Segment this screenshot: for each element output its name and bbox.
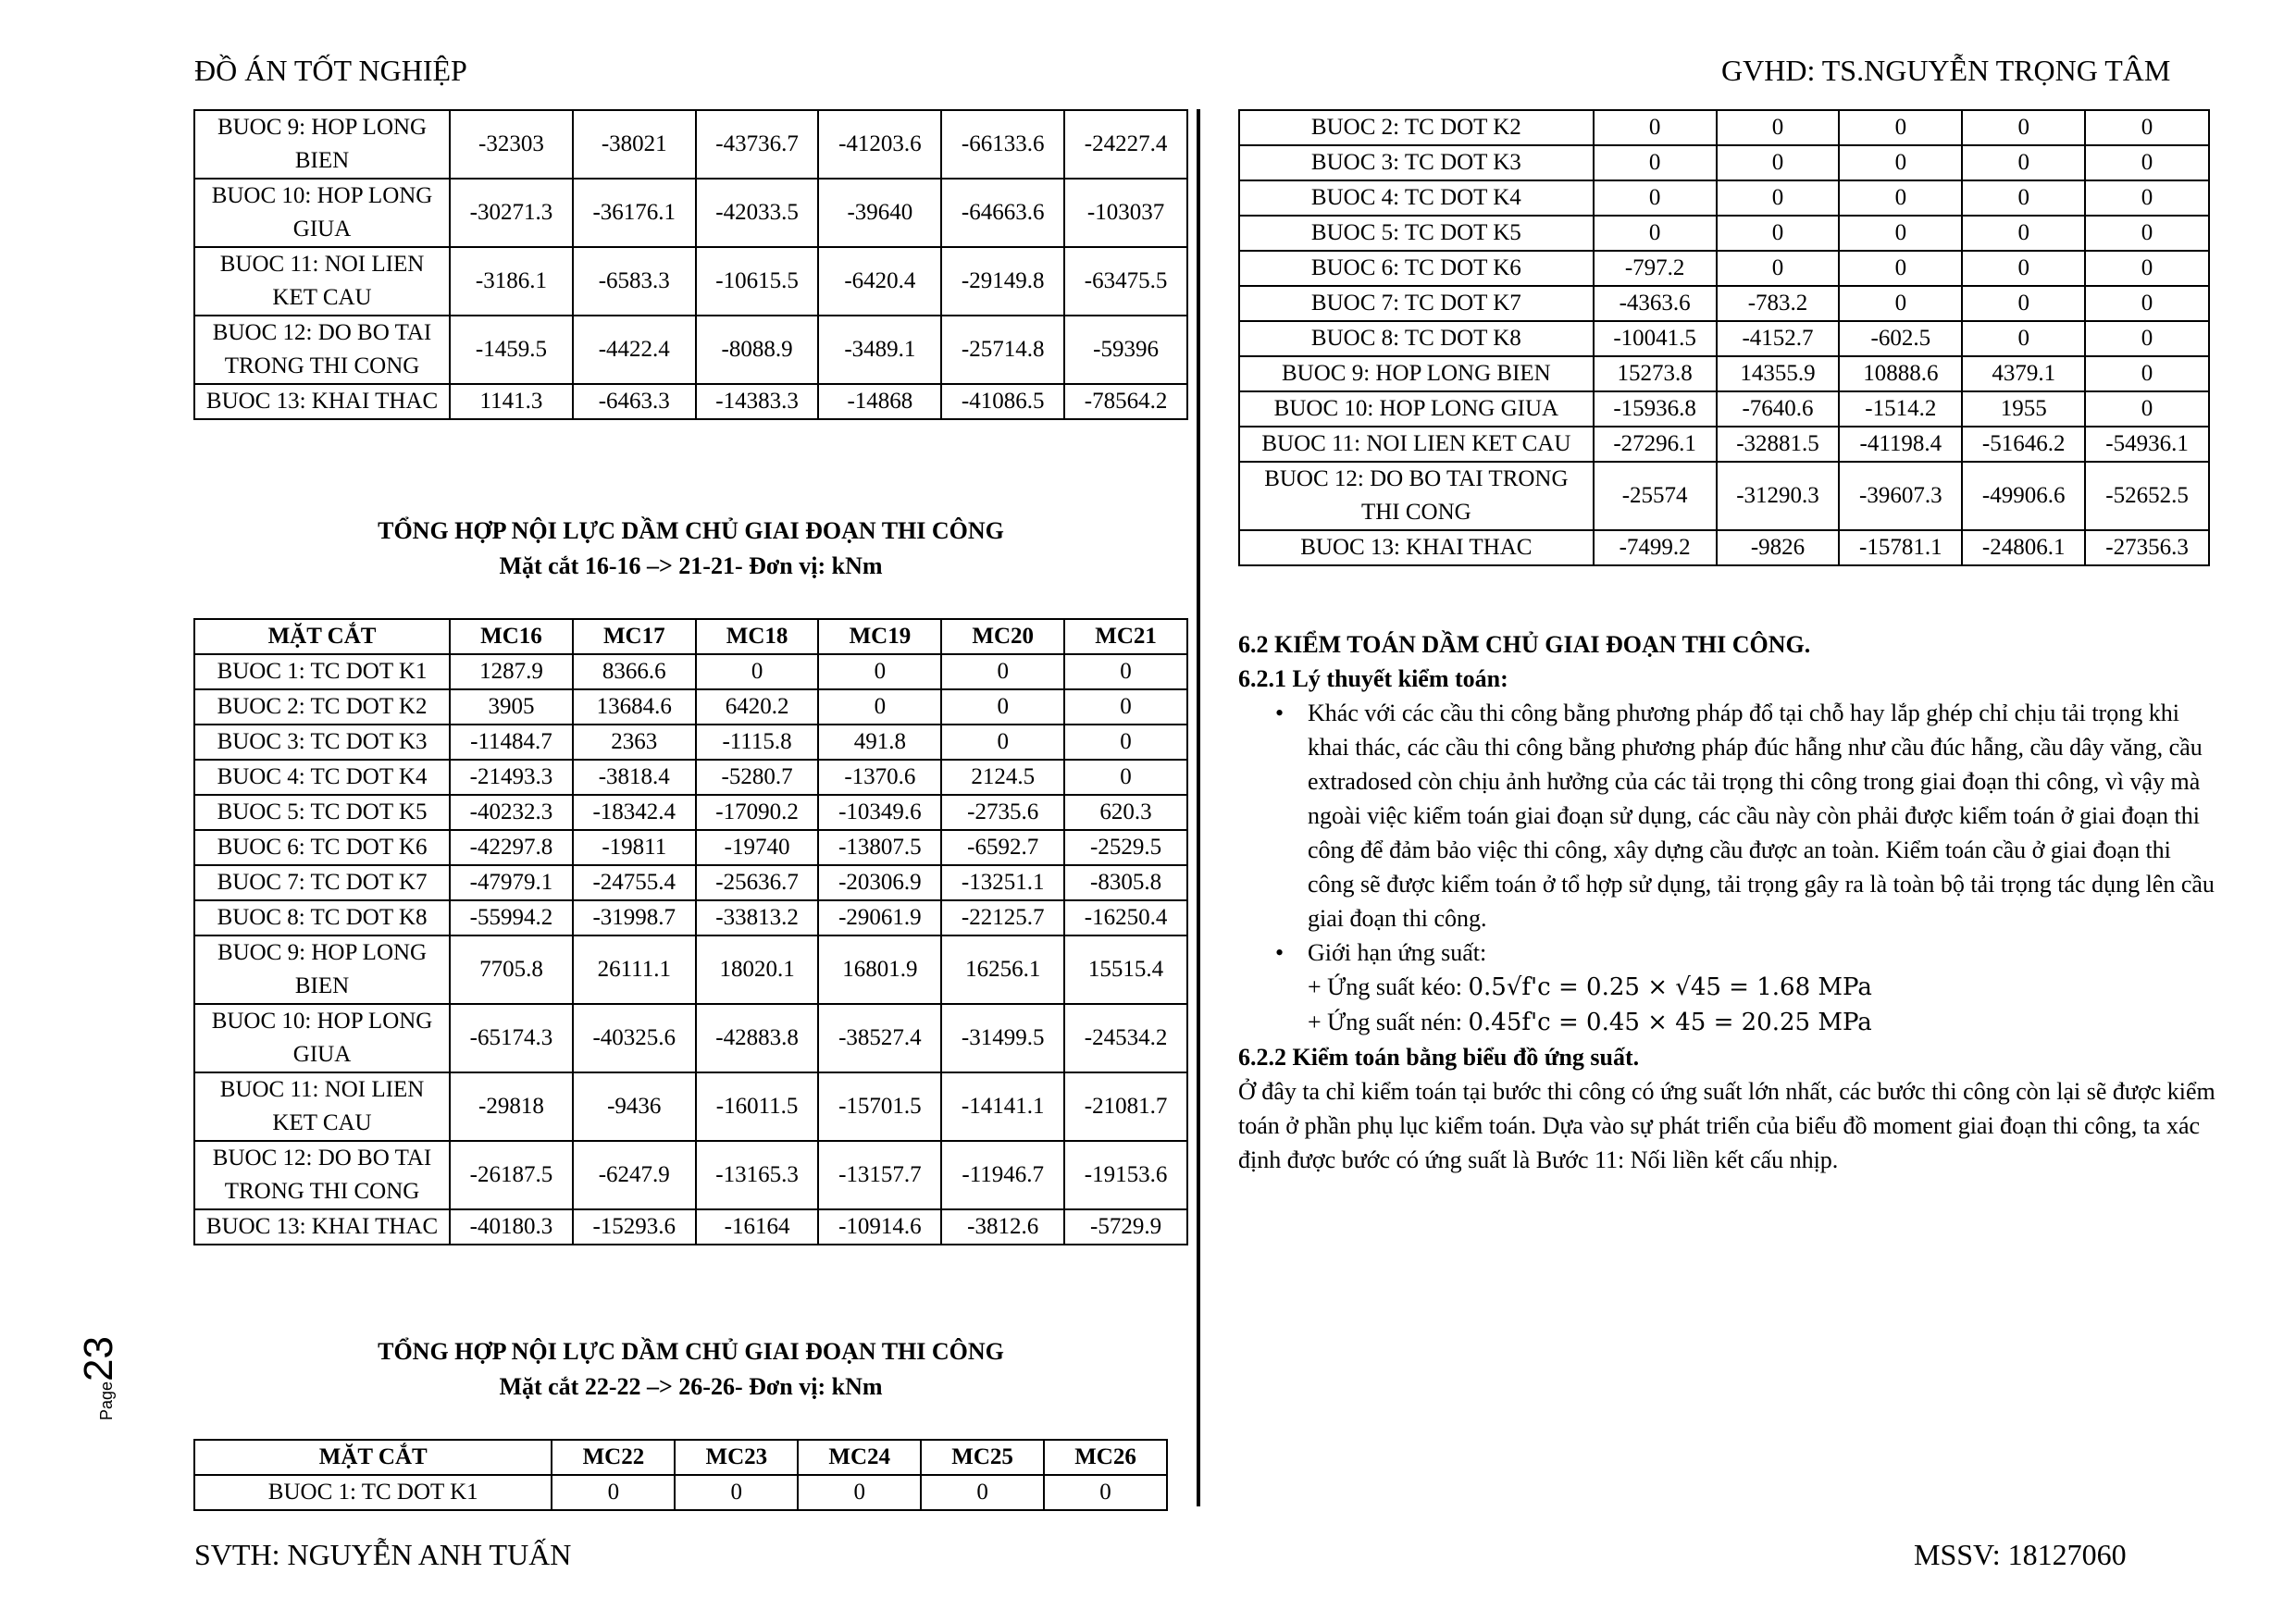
section-6-2 — [1238, 627, 2219, 1177]
row-label-cell: BUOC 10: HOP LONG GIUA — [194, 179, 450, 247]
bullet-icon: • — [1275, 700, 1285, 726]
value-cell: 0 — [1064, 725, 1187, 760]
value-cell: 0 — [1717, 110, 1840, 145]
value-cell: -42883.8 — [696, 1004, 819, 1072]
value-cell: -3186.1 — [450, 247, 573, 316]
row-label-cell: BUOC 3: TC DOT K3 — [1239, 145, 1594, 180]
value-cell: -33813.2 — [696, 900, 819, 935]
value-cell: 0 — [1839, 145, 1962, 180]
table-continued-left — [193, 109, 1188, 420]
value-cell: -41086.5 — [941, 384, 1064, 419]
subsection-6-2-2: 6.2.2 Kiểm toán bằng biểu đồ ứng suất. — [1238, 1044, 1640, 1071]
row-label-cell: BUOC 12: DO BO TAI TRONG THI CONG — [194, 1141, 450, 1209]
value-cell: -10615.5 — [696, 247, 819, 316]
row-label-cell: BUOC 10: HOP LONG GIUA — [194, 1004, 450, 1072]
value-cell: 1955 — [1962, 391, 2085, 427]
table-continued-right — [1238, 109, 2210, 566]
value-cell: 0 — [941, 725, 1064, 760]
table-row — [1239, 286, 2209, 321]
table-row — [194, 247, 1187, 316]
value-cell: 0 — [1717, 251, 1840, 286]
value-cell: -1115.8 — [696, 725, 819, 760]
value-cell: -63475.5 — [1064, 247, 1187, 316]
value-cell: -19153.6 — [1064, 1141, 1187, 1209]
value-cell: -2735.6 — [941, 795, 1064, 830]
table-row — [194, 384, 1187, 419]
row-label-cell: BUOC 12: DO BO TAI TRONG THI CONG — [1239, 462, 1594, 530]
row-label-cell: BUOC 13: KHAI THAC — [194, 1209, 450, 1245]
value-cell: -3489.1 — [818, 316, 941, 384]
value-cell: 1141.3 — [450, 384, 573, 419]
table-row — [194, 179, 1187, 247]
value-cell: -54936.1 — [2085, 427, 2209, 462]
value-cell: -29818 — [450, 1072, 573, 1141]
value-cell: -8088.9 — [696, 316, 819, 384]
value-cell: -6247.9 — [573, 1141, 696, 1209]
value-cell: 1287.9 — [450, 654, 573, 689]
bullet-text: Giới hạn ứng suất: — [1308, 939, 1487, 966]
row-label-cell: BUOC 8: TC DOT K8 — [194, 900, 450, 935]
value-cell: -31998.7 — [573, 900, 696, 935]
subsection-6-2-1: 6.2.1 Lý thuyết kiểm toán: — [1238, 665, 1508, 692]
value-cell: -10914.6 — [818, 1209, 941, 1245]
row-label-cell: BUOC 5: TC DOT K5 — [1239, 216, 1594, 251]
header-cell-mc: MC20 — [941, 619, 1064, 654]
value-cell: 16256.1 — [941, 935, 1064, 1004]
value-cell: -14868 — [818, 384, 941, 419]
header-cell-mc: MC24 — [798, 1440, 921, 1475]
value-cell: -51646.2 — [1962, 427, 2085, 462]
row-label-cell: BUOC 2: TC DOT K2 — [194, 689, 450, 725]
value-cell: -21081.7 — [1064, 1072, 1187, 1141]
value-cell: 0 — [1064, 689, 1187, 725]
value-cell: -24755.4 — [573, 865, 696, 900]
value-cell: -24534.2 — [1064, 1004, 1187, 1072]
value-cell: -4363.6 — [1594, 286, 1717, 321]
value-cell: 0 — [1839, 286, 1962, 321]
header-cell-mc: MC23 — [675, 1440, 798, 1475]
value-cell: -20306.9 — [818, 865, 941, 900]
value-cell: -15701.5 — [818, 1072, 941, 1141]
value-cell: 7705.8 — [450, 935, 573, 1004]
row-label-cell: BUOC 10: HOP LONG GIUA — [1239, 391, 1594, 427]
table-header-row — [194, 1440, 1167, 1475]
table-row — [1239, 180, 2209, 216]
value-cell: 2363 — [573, 725, 696, 760]
value-cell: -24806.1 — [1962, 530, 2085, 565]
value-cell: -1514.2 — [1839, 391, 1962, 427]
value-cell: 10888.6 — [1839, 356, 1962, 391]
table-row — [1239, 321, 2209, 356]
value-cell: -64663.6 — [941, 179, 1064, 247]
row-label-cell: BUOC 13: KHAI THAC — [194, 384, 450, 419]
table-row — [1239, 530, 2209, 565]
caption-title: TỔNG HỢP NỘI LỰC DẦM CHỦ GIAI ĐOẠN THI CÔNG — [378, 1338, 1004, 1365]
value-cell: 0 — [1962, 110, 2085, 145]
value-cell: 0 — [1839, 110, 1962, 145]
table-row — [194, 725, 1187, 760]
value-cell: 0 — [1962, 145, 2085, 180]
value-cell: 0 — [2085, 286, 2209, 321]
page-number — [76, 1336, 122, 1420]
value-cell: -4422.4 — [573, 316, 696, 384]
value-cell: -783.2 — [1717, 286, 1840, 321]
value-cell: -103037 — [1064, 179, 1187, 247]
value-cell: -29061.9 — [818, 900, 941, 935]
value-cell: -21493.3 — [450, 760, 573, 795]
table-row — [194, 1072, 1187, 1141]
table-mc16-mc21 — [193, 618, 1188, 1245]
table-caption-22-26 — [193, 1334, 1188, 1405]
page-label: Page — [97, 1381, 116, 1420]
header-cell-section: MẶT CẮT — [194, 1440, 552, 1475]
table-row — [194, 654, 1187, 689]
table-row — [194, 935, 1187, 1004]
value-cell: 0 — [1839, 180, 1962, 216]
value-cell: 13684.6 — [573, 689, 696, 725]
value-cell: -4152.7 — [1717, 321, 1840, 356]
section-paragraph: Ở đây ta chỉ kiểm toán tại bước thi công có ứng suất lớn nhất, các bước thi công còn lại sẽ được kiểm toán ở phần phụ lục kiểm toán. Dựa vào sự phát triển của biểu đồ moment giai đoạn thi công, ta xác định được bước có ứng suất là Bước 11: Nối liền kết cấu nhịp. — [1238, 1078, 2215, 1173]
value-cell: -15293.6 — [573, 1209, 696, 1245]
row-label-cell: BUOC 11: NOI LIEN KET CAU — [1239, 427, 1594, 462]
compression-formula: 0.45f'c = 0.45 × 45 = 20.25 MPa — [1468, 1009, 1872, 1036]
header-cell-mc: MC18 — [696, 619, 819, 654]
value-cell: 0 — [1594, 180, 1717, 216]
row-label-cell: BUOC 8: TC DOT K8 — [1239, 321, 1594, 356]
value-cell: -5729.9 — [1064, 1209, 1187, 1245]
tension-limit — [1238, 970, 2219, 1005]
row-label-cell: BUOC 9: HOP LONG BIEN — [1239, 356, 1594, 391]
value-cell: -15781.1 — [1839, 530, 1962, 565]
value-cell: -7640.6 — [1717, 391, 1840, 427]
table-row — [194, 1475, 1167, 1510]
row-label-cell: BUOC 7: TC DOT K7 — [194, 865, 450, 900]
value-cell: 0 — [941, 654, 1064, 689]
column-divider — [1197, 109, 1200, 1506]
value-cell: 620.3 — [1064, 795, 1187, 830]
compression-limit — [1238, 1005, 2219, 1040]
value-cell: -5280.7 — [696, 760, 819, 795]
value-cell: 0 — [1962, 180, 2085, 216]
value-cell: -31499.5 — [941, 1004, 1064, 1072]
value-cell: -47979.1 — [450, 865, 573, 900]
table-row — [194, 760, 1187, 795]
value-cell: -6592.7 — [941, 830, 1064, 865]
value-cell: 3905 — [450, 689, 573, 725]
value-cell: -19740 — [696, 830, 819, 865]
row-label-cell: BUOC 6: TC DOT K6 — [194, 830, 450, 865]
value-cell: -24227.4 — [1064, 110, 1187, 179]
value-cell: 0 — [1962, 286, 2085, 321]
value-cell: -39607.3 — [1839, 462, 1962, 530]
document-header-right: GVHD: TS.NGUYỄN TRỌNG TÂM — [1721, 54, 2171, 87]
table-row — [194, 110, 1187, 179]
value-cell: -11484.7 — [450, 725, 573, 760]
value-cell: 0 — [818, 654, 941, 689]
table-row — [1239, 251, 2209, 286]
table-row — [1239, 391, 2209, 427]
value-cell: -29149.8 — [941, 247, 1064, 316]
section-heading: 6.2 KIỂM TOÁN DẦM CHỦ GIAI ĐOẠN THI CÔNG. — [1238, 631, 1811, 658]
value-cell: -40325.6 — [573, 1004, 696, 1072]
value-cell: -797.2 — [1594, 251, 1717, 286]
value-cell: 0 — [2085, 321, 2209, 356]
value-cell: 0 — [2085, 110, 2209, 145]
value-cell: -32303 — [450, 110, 573, 179]
header-cell-mc: MC25 — [921, 1440, 1044, 1475]
value-cell: -2529.5 — [1064, 830, 1187, 865]
value-cell: -27296.1 — [1594, 427, 1717, 462]
value-cell: -13807.5 — [818, 830, 941, 865]
value-cell: 0 — [1839, 251, 1962, 286]
row-label-cell: BUOC 11: NOI LIEN KET CAU — [194, 1072, 450, 1141]
tension-formula: 0.5√f'c = 0.25 × √45 = 1.68 MPa — [1468, 973, 1872, 1001]
header-cell-mc: MC22 — [552, 1440, 675, 1475]
value-cell: 0 — [818, 689, 941, 725]
row-label-cell: BUOC 4: TC DOT K4 — [194, 760, 450, 795]
value-cell: 15273.8 — [1594, 356, 1717, 391]
row-label-cell: BUOC 11: NOI LIEN KET CAU — [194, 247, 450, 316]
value-cell: 0 — [1717, 216, 1840, 251]
value-cell: -10349.6 — [818, 795, 941, 830]
table-row — [194, 865, 1187, 900]
value-cell: -9826 — [1717, 530, 1840, 565]
table-row — [1239, 462, 2209, 530]
value-cell: -38021 — [573, 110, 696, 179]
value-cell: 0 — [1839, 216, 1962, 251]
table-row — [1239, 145, 2209, 180]
value-cell: -55994.2 — [450, 900, 573, 935]
value-cell: 0 — [1064, 654, 1187, 689]
value-cell: -17090.2 — [696, 795, 819, 830]
value-cell: 0 — [1594, 145, 1717, 180]
tension-label: + Ứng suất kéo: — [1308, 973, 1469, 1000]
document-header-left: ĐỒ ÁN TỐT NGHIỆP — [194, 54, 467, 87]
table-row — [1239, 110, 2209, 145]
row-label-cell: BUOC 3: TC DOT K3 — [194, 725, 450, 760]
row-label-cell: BUOC 5: TC DOT K5 — [194, 795, 450, 830]
value-cell: -25714.8 — [941, 316, 1064, 384]
value-cell: 0 — [2085, 145, 2209, 180]
value-cell: -6463.3 — [573, 384, 696, 419]
caption-subtitle: Mặt cắt 16-16 –> 21-21- Đơn vị: kNm — [499, 552, 883, 579]
row-label-cell: BUOC 12: DO BO TAI TRONG THI CONG — [194, 316, 450, 384]
bullet-icon: • — [1275, 939, 1285, 966]
value-cell: 0 — [921, 1475, 1044, 1510]
value-cell: -3812.6 — [941, 1209, 1064, 1245]
table-header-row — [194, 619, 1187, 654]
value-cell: 4379.1 — [1962, 356, 2085, 391]
value-cell: -8305.8 — [1064, 865, 1187, 900]
value-cell: -65174.3 — [450, 1004, 573, 1072]
table-row — [194, 795, 1187, 830]
value-cell: -3818.4 — [573, 760, 696, 795]
value-cell: -25574 — [1594, 462, 1717, 530]
value-cell: -39640 — [818, 179, 941, 247]
value-cell: -22125.7 — [941, 900, 1064, 935]
value-cell: 0 — [696, 654, 819, 689]
table-row — [194, 316, 1187, 384]
bullet-item — [1238, 696, 2219, 935]
value-cell: 15515.4 — [1064, 935, 1187, 1004]
value-cell: -19811 — [573, 830, 696, 865]
row-label-cell: BUOC 7: TC DOT K7 — [1239, 286, 1594, 321]
value-cell: -6420.4 — [818, 247, 941, 316]
row-label-cell: BUOC 4: TC DOT K4 — [1239, 180, 1594, 216]
value-cell: 0 — [1717, 180, 1840, 216]
value-cell: -16164 — [696, 1209, 819, 1245]
header-cell-mc: MC16 — [450, 619, 573, 654]
value-cell: -18342.4 — [573, 795, 696, 830]
value-cell: 0 — [2085, 356, 2209, 391]
footer-left: SVTH: NGUYỄN ANH TUẤN — [194, 1538, 572, 1571]
value-cell: 491.8 — [818, 725, 941, 760]
value-cell: 0 — [1962, 251, 2085, 286]
value-cell: -602.5 — [1839, 321, 1962, 356]
value-cell: -13165.3 — [696, 1141, 819, 1209]
value-cell: 0 — [798, 1475, 921, 1510]
value-cell: -16011.5 — [696, 1072, 819, 1141]
header-cell-mc: MC19 — [818, 619, 941, 654]
row-label-cell: BUOC 6: TC DOT K6 — [1239, 251, 1594, 286]
value-cell: 2124.5 — [941, 760, 1064, 795]
value-cell: -11946.7 — [941, 1141, 1064, 1209]
value-cell: 0 — [2085, 251, 2209, 286]
value-cell: 0 — [2085, 180, 2209, 216]
value-cell: -6583.3 — [573, 247, 696, 316]
bullet-item — [1238, 935, 2219, 970]
value-cell: 0 — [1064, 760, 1187, 795]
value-cell: 14355.9 — [1717, 356, 1840, 391]
value-cell: 0 — [2085, 391, 2209, 427]
caption-subtitle: Mặt cắt 22-22 –> 26-26- Đơn vị: kNm — [499, 1373, 883, 1400]
table-caption-16-21 — [193, 514, 1188, 584]
value-cell: -41203.6 — [818, 110, 941, 179]
value-cell: -7499.2 — [1594, 530, 1717, 565]
value-cell: 0 — [1717, 145, 1840, 180]
page-number-value: 23 — [76, 1336, 121, 1381]
value-cell: -78564.2 — [1064, 384, 1187, 419]
value-cell: -13157.7 — [818, 1141, 941, 1209]
value-cell: 0 — [1594, 110, 1717, 145]
table-row — [1239, 356, 2209, 391]
table-row — [194, 1141, 1187, 1209]
value-cell: 6420.2 — [696, 689, 819, 725]
compression-label: + Ứng suất nén: — [1308, 1009, 1469, 1035]
value-cell: -40180.3 — [450, 1209, 573, 1245]
row-label-cell: BUOC 9: HOP LONG BIEN — [194, 935, 450, 1004]
value-cell: -14383.3 — [696, 384, 819, 419]
value-cell: -25636.7 — [696, 865, 819, 900]
value-cell: -13251.1 — [941, 865, 1064, 900]
value-cell: -30271.3 — [450, 179, 573, 247]
table-row — [1239, 216, 2209, 251]
header-cell-mc: MC26 — [1044, 1440, 1167, 1475]
value-cell: 0 — [552, 1475, 675, 1510]
value-cell: -1370.6 — [818, 760, 941, 795]
value-cell: -15936.8 — [1594, 391, 1717, 427]
header-cell-section: MẶT CẮT — [194, 619, 450, 654]
value-cell: 8366.6 — [573, 654, 696, 689]
table-row — [194, 900, 1187, 935]
value-cell: 0 — [1962, 216, 2085, 251]
value-cell: -16250.4 — [1064, 900, 1187, 935]
value-cell: -38527.4 — [818, 1004, 941, 1072]
value-cell: 26111.1 — [573, 935, 696, 1004]
caption-title: TỔNG HỢP NỘI LỰC DẦM CHỦ GIAI ĐOẠN THI CÔNG — [378, 517, 1004, 544]
value-cell: -42033.5 — [696, 179, 819, 247]
value-cell: -59396 — [1064, 316, 1187, 384]
table-row — [194, 830, 1187, 865]
value-cell: 0 — [1594, 216, 1717, 251]
value-cell: -52652.5 — [2085, 462, 2209, 530]
row-label-cell: BUOC 9: HOP LONG BIEN — [194, 110, 450, 179]
value-cell: -36176.1 — [573, 179, 696, 247]
value-cell: 18020.1 — [696, 935, 819, 1004]
value-cell: -26187.5 — [450, 1141, 573, 1209]
value-cell: -40232.3 — [450, 795, 573, 830]
table-mc22-mc26 — [193, 1439, 1168, 1511]
table-row — [194, 1209, 1187, 1245]
footer-right: MSSV: 18127060 — [1914, 1538, 2127, 1571]
value-cell: -43736.7 — [696, 110, 819, 179]
table-row — [194, 689, 1187, 725]
value-cell: -42297.8 — [450, 830, 573, 865]
value-cell: -1459.5 — [450, 316, 573, 384]
header-cell-mc: MC21 — [1064, 619, 1187, 654]
value-cell: -49906.6 — [1962, 462, 2085, 530]
row-label-cell: BUOC 1: TC DOT K1 — [194, 1475, 552, 1510]
table-row — [194, 1004, 1187, 1072]
row-label-cell: BUOC 13: KHAI THAC — [1239, 530, 1594, 565]
value-cell: -31290.3 — [1717, 462, 1840, 530]
value-cell: 0 — [2085, 216, 2209, 251]
value-cell: 0 — [941, 689, 1064, 725]
value-cell: -10041.5 — [1594, 321, 1717, 356]
bullet-text: Khác với các cầu thi công bằng phương pháp đổ tại chỗ hay lắp ghép chỉ chịu tải trọng khi khai thác, các cầu thi công bằng phương pháp đúc hẫng như cầu đúc hẫng, cầu dây văng, cầu extradosed còn chịu ảnh hưởng của các tải trọng thi công trong giai đoạn thi công, vì vậy mà ngoài việc kiểm toán giai đoạn sử dụng, các cầu này còn phải được kiểm toán ở giai đoạn thi công để đảm bảo việc thi công, xây dựng cầu được an toàn. Kiểm toán cầu ở giai đoạn thi công sẽ được kiểm toán ở tổ hợp sử dụng, tải trọng gây ra là toàn bộ tải trọng tác dụng lên cầu giai đoạn thi công. — [1308, 700, 2215, 932]
value-cell: 0 — [1044, 1475, 1167, 1510]
value-cell: 0 — [1962, 321, 2085, 356]
value-cell: -9436 — [573, 1072, 696, 1141]
value-cell: -32881.5 — [1717, 427, 1840, 462]
value-cell: -14141.1 — [941, 1072, 1064, 1141]
row-label-cell: BUOC 1: TC DOT K1 — [194, 654, 450, 689]
table-row — [1239, 427, 2209, 462]
value-cell: 16801.9 — [818, 935, 941, 1004]
value-cell: 0 — [675, 1475, 798, 1510]
header-cell-mc: MC17 — [573, 619, 696, 654]
value-cell: -41198.4 — [1839, 427, 1962, 462]
value-cell: -27356.3 — [2085, 530, 2209, 565]
row-label-cell: BUOC 2: TC DOT K2 — [1239, 110, 1594, 145]
value-cell: -66133.6 — [941, 110, 1064, 179]
